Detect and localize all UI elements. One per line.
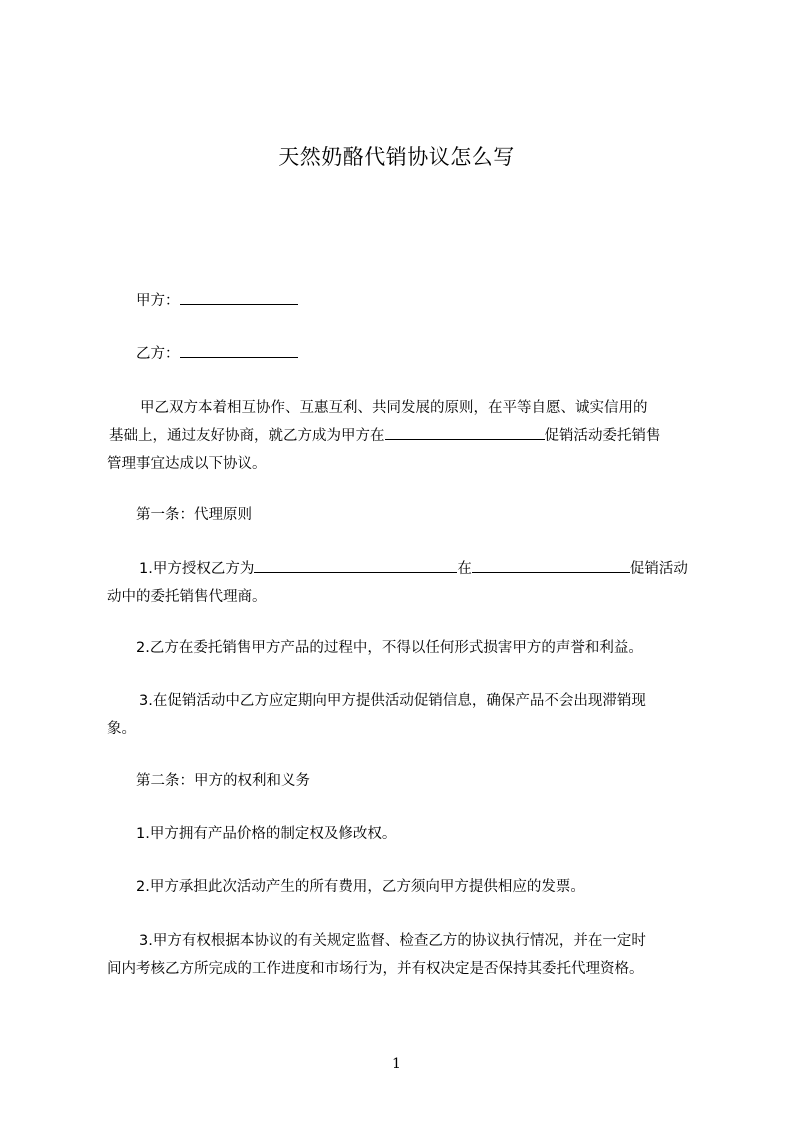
article-1-item-3 (107, 687, 707, 743)
party-a-label: 甲方： (136, 293, 180, 309)
article-2-item-3 (107, 927, 707, 983)
article-1-heading: 第一条：代理原则 (136, 507, 252, 523)
activity-name-blank[interactable] (472, 558, 630, 573)
article-1-item-1-text-b: 在 (457, 561, 472, 577)
intro-line-1: 甲乙双方本着相互协作、互惠互利、共同发展的原则，在平等自愿、诚实信用的 (140, 400, 648, 416)
article-1-item-1 (107, 555, 707, 611)
party-b-label: 乙方： (136, 346, 180, 362)
intro-paragraph (107, 394, 707, 478)
article-2-item-3-line-1: 3.甲方有权根据本协议的有关规定监督、检查乙方的协议执行情况，并在一定时 (139, 933, 646, 949)
page-number: 1 (392, 1056, 401, 1072)
agent-name-blank[interactable] (254, 558, 457, 573)
article-1-item-1-line-1 (107, 555, 707, 583)
article-1-item-1-text-c: 促销活动 (629, 561, 688, 577)
article-2-item-2: 2.甲方承担此次活动产生的所有费用，乙方须向甲方提供相应的发票。 (136, 879, 585, 895)
article-1-item-1-text-a: 1.甲方授权乙方为 (139, 561, 255, 577)
article-2-item-1: 1.甲方拥有产品价格的制定权及修改权。 (136, 826, 397, 842)
intro-line-3: 管理事宜达成以下协议。 (107, 456, 267, 472)
party-b-blank[interactable] (180, 343, 298, 358)
document-title: 天然奶酪代销协议怎么写 (278, 145, 515, 169)
party-a-blank[interactable] (180, 290, 298, 305)
article-1-item-1-line-2: 动中的委托销售代理商。 (107, 589, 267, 605)
article-1-item-3-line-1: 3.在促销活动中乙方应定期向甲方提供活动促销信息，确保产品不会出现滞销现 (139, 693, 646, 709)
article-1-item-2: 2.乙方在委托销售甲方产品的过程中，不得以任何形式损害甲方的声誉和利益。 (136, 640, 643, 656)
article-1-item-3-line-2: 象。 (107, 721, 136, 737)
party-b-line (107, 340, 707, 368)
article-2-heading: 第二条：甲方的权利和义务 (136, 773, 310, 789)
intro-line-2 (107, 422, 707, 450)
article-2-item-3-line-2: 间内考核乙方所完成的工作进度和市场行为，并有权决定是否保持其委托代理资格。 (107, 961, 644, 977)
promotion-name-blank[interactable] (385, 425, 545, 440)
intro-line-2-suffix: 促销活动委托销售 (544, 428, 661, 444)
intro-line-2-text: 基础上，通过友好协商，就乙方成为甲方在 (109, 428, 385, 444)
party-a-line (107, 287, 707, 315)
